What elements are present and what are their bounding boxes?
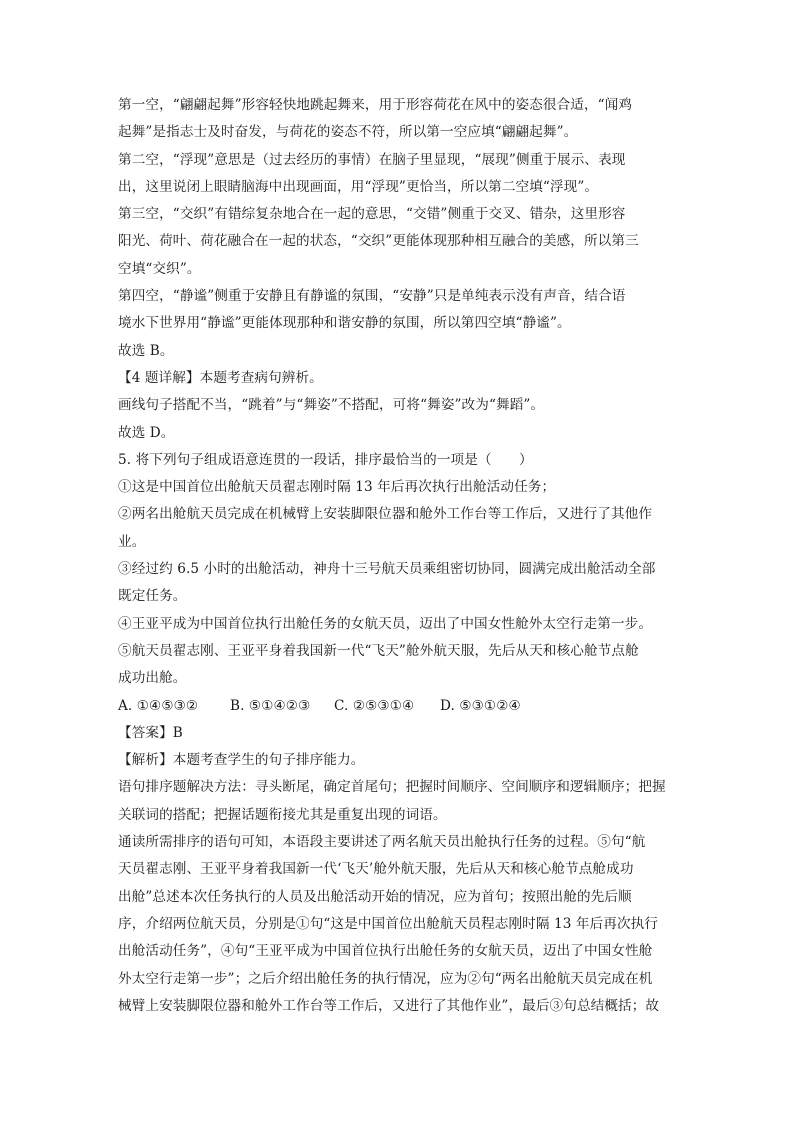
text-line: 天员翟志刚、王亚平身着我国新一代‘飞天’舱外航天服，先后从天和核心舱节点舱成功 (118, 861, 634, 878)
text-line: 空填“交织”。 (118, 260, 201, 277)
sentence-item: ⑤航天员翟志刚、王亚平身着我国新一代“飞天”舱外航天服，先后从天和核心舱节点舱 (118, 642, 639, 659)
sentence-item: 成功出舱。 (118, 670, 187, 687)
text-line: 第一空，“翩翩起舞”形容轻快地跳起舞来，用于形容荷花在风中的姿态很合适，“闻鸡 (118, 97, 633, 113)
text-line: 语句排序题解决方法：寻头断尾，确定首尾句；把握时间顺序、空间顺序和逻辑顺序；把握 (118, 779, 666, 796)
sentence-item: ①这是中国首位出舱航天员翟志刚时隔 13 年后再次执行出舱活动任务； (118, 479, 556, 496)
text-line: 出舱”总述本次任务执行的人员及出舱活动开始的情况，应为首句；按照出舱的先后顺 (118, 888, 632, 905)
option-c: C. ②⑤③①④ (334, 697, 415, 714)
text-line: 起舞”是指志士及时奋发，与荷花的姿态不符，所以第一空应填“翩翩起舞”。 (118, 124, 578, 141)
sentence-item: 业。 (118, 533, 146, 550)
text-line: 第三空，“交织”有错综复杂地合在一起的意思，“交错”侧重于交叉、错杂，这里形容 (118, 206, 626, 223)
text-line: 外太空行走第一步”；之后介绍出舱任务的执行情况，应为②句“两名出舱航天员完成在机 (118, 970, 653, 987)
answer-options (118, 693, 678, 720)
option-a: A. ①④⑤③② (118, 697, 199, 714)
answer-label: 【答案】B (118, 724, 183, 741)
sentence-item: ③经过约 6.5 小时的出舱活动，神舟十三号航天员乘组密切协同，圆满完成出舱活动全部 (118, 561, 656, 578)
question-stem: 5. 将下列句子组成语意连贯的一段话，排序最恰当的一项是（ ） (118, 451, 533, 468)
text-line: 阳光、荷叶、荷花融合在一起的状态，“交织”更能体现那种相互融合的美感，所以第三 (118, 233, 639, 250)
option-d: D. ⑤③①②④ (440, 697, 521, 714)
analysis-label: 【解析】本题考查学生的句子排序能力。 (118, 752, 365, 769)
text-line: 关联词的搭配；把握话题衔接尤其是重复出现的词语。 (118, 806, 447, 823)
text-line: 故选 B。 (118, 342, 174, 359)
text-line: 出，这里说闭上眼睛脑海中出现画面，用“浮现”更恰当，所以第二空填“浮现”。 (118, 178, 599, 195)
text-line: 通读所需排序的语句可知，本语段主要讲述了两名航天员出舱执行任务的过程。⑤句“航 (118, 834, 646, 851)
text-line: 第二空，“浮现”意思是（过去经历的事情）在脑子里显现，“展现”侧重于展示、表现 (118, 151, 626, 168)
text-line: 序，介绍两位航天员，分别是①句“这是中国首位出舱航天员程志刚时隔 13 年后再次执行 (118, 915, 659, 932)
sentence-item: ②两名出舱航天员完成在机械臂上安装脚限位器和舱外工作台等工作后，又进行了其他作 (118, 506, 653, 523)
document-page (118, 92, 678, 1020)
text-line: 【4 题详解】本题考查病句辨析。 (118, 369, 323, 386)
sentence-item: ④王亚平成为中国首位执行出舱任务的女航天员，迈出了中国女性舱外太空行走第一步。 (118, 615, 653, 632)
text-line: 出舱活动任务”，④句“王亚平成为中国首位执行出舱任务的女航天员，迈出了中国女性舱 (118, 943, 653, 960)
text-line: 第四空，“静谧”侧重于安静且有静谧的氛围，“安静”只是单纯表示没有声音，结合语 (118, 288, 626, 305)
sentence-item: 既定任务。 (118, 588, 187, 605)
text-line: 械臂上安装脚限位器和舱外工作台等工作后，又进行了其他作业”，最后③句总结概括；故 (118, 997, 660, 1014)
text-line: 境水下世界用“静谧”更能体现那种和谐安静的氛围，所以第四空填“静谧”。 (118, 315, 571, 332)
text-line: 画线句子搭配不当，“跳着”与“舞姿”不搭配，可将“舞姿”改为“舞蹈”。 (118, 397, 545, 414)
text-line: 故选 D。 (118, 424, 175, 441)
option-b: B. ⑤①④②③ (230, 697, 311, 714)
